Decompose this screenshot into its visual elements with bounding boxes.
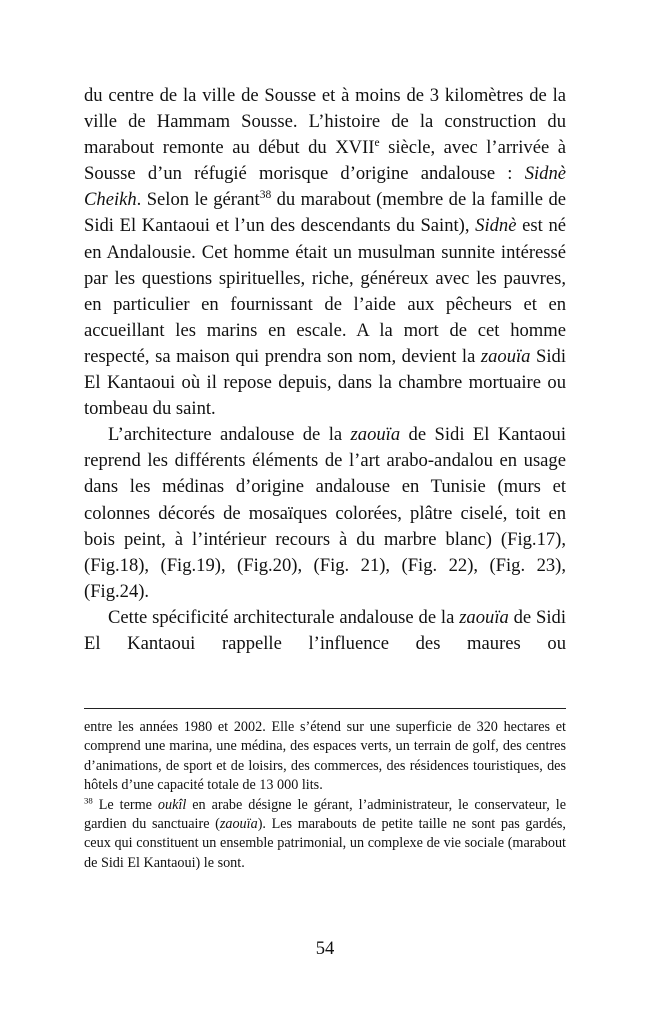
text-run: ). Les marabouts de petite taille ne sont pas gardés, ceux qui constituent un ensemble patrimonial, un complexe de vie sociale (marabout de Sidi El Kantaoui) le sont. [84,816,566,871]
text-run: de Sidi El Kantaoui rappelle l’influence des maures ou [84,606,566,654]
main-text [84,83,566,657]
text-run: L’architecture andalouse de la [108,424,351,446]
paragraph-1 [84,83,566,422]
footnote-number: 38 [84,794,93,805]
text-run: Cette spécificité architecturale andalouse de la [108,606,460,628]
text-run: Sidi El Kantaoui où il repose depuis, dans la chambre mortuaire ou tombeau du saint. [84,345,566,420]
text-run: siècle, avec l’arrivée à Sousse d’un réfugié morisque d’origine andalouse : [84,137,566,185]
italic-text: zaouïa [480,345,531,367]
text-run: Le terme [92,796,158,813]
italic-text: Sidnè [475,215,517,237]
italic-text: zaouïa [459,606,509,628]
text-run: du marabout (membre de la famille de Sidi El Kantaoui et l’un des descendants du Saint), [84,189,566,237]
page-number: 54 [315,938,335,959]
text-run: . Selon le gérant [136,189,260,211]
text-run: de Sidi El Kantaoui reprend les différents éléments de l’art arabo-andalou en usage dans les médinas d’origine andalouse en Tunisie (murs et colonnes décorés de mosaïques colorées, plâtre ciselé, toit en bois peint, à l’intérieur recours à du marbre blanc) (Fig.17), (Fig.18), (Fig.19), (Fig.20), (Fig. 21), (Fig. 22), (Fig. 23), (Fig.24). [84,424,566,602]
superscript: e [374,137,380,149]
text-run: en arabe désigne le gérant, l’administrateur, le conservateur, le gardien du sanctuaire ( [84,796,566,833]
italic-text: zaouïa [219,816,258,833]
footnote-separator [84,708,566,709]
paragraph-2 [84,422,566,605]
paragraph-3 [84,605,566,657]
footnote-ref-38[interactable]: 38 [259,189,272,202]
text-run: du centre de la ville de Sousse et à moins de 3 kilomètres de la ville de Hammam Sousse. L’histoire de la construction du marabout remonte au début du XVII [84,85,566,159]
italic-text: zaouïa [350,424,401,446]
footnote-38 [84,796,566,874]
italic-text: oukîl [157,796,187,813]
footnote-continuation: entre les années 1980 et 2002. Elle s’étend sur une superficie de 320 hectares et comprend une marina, une médina, des espaces verts, un terrain de golf, des centres d’animations, de sport et de loisirs, des commerces, des résidences touristiques, des hôtels d’une capacité totale de 13 000 lits. [84,719,566,794]
text-run: est né en Andalousie. Cet homme était un musulman sunnite intéressé par les questions spirituelles, riche, généreux avec les pauvres, en particulier en fournissant de l’aide aux pêcheurs et en accueillant les marins en escale. A la mort de cet homme respecté, sa maison qui prendra son nom, devient la [84,215,566,367]
italic-text: Sidnè Cheikh [84,163,566,211]
footnotes [84,718,566,873]
